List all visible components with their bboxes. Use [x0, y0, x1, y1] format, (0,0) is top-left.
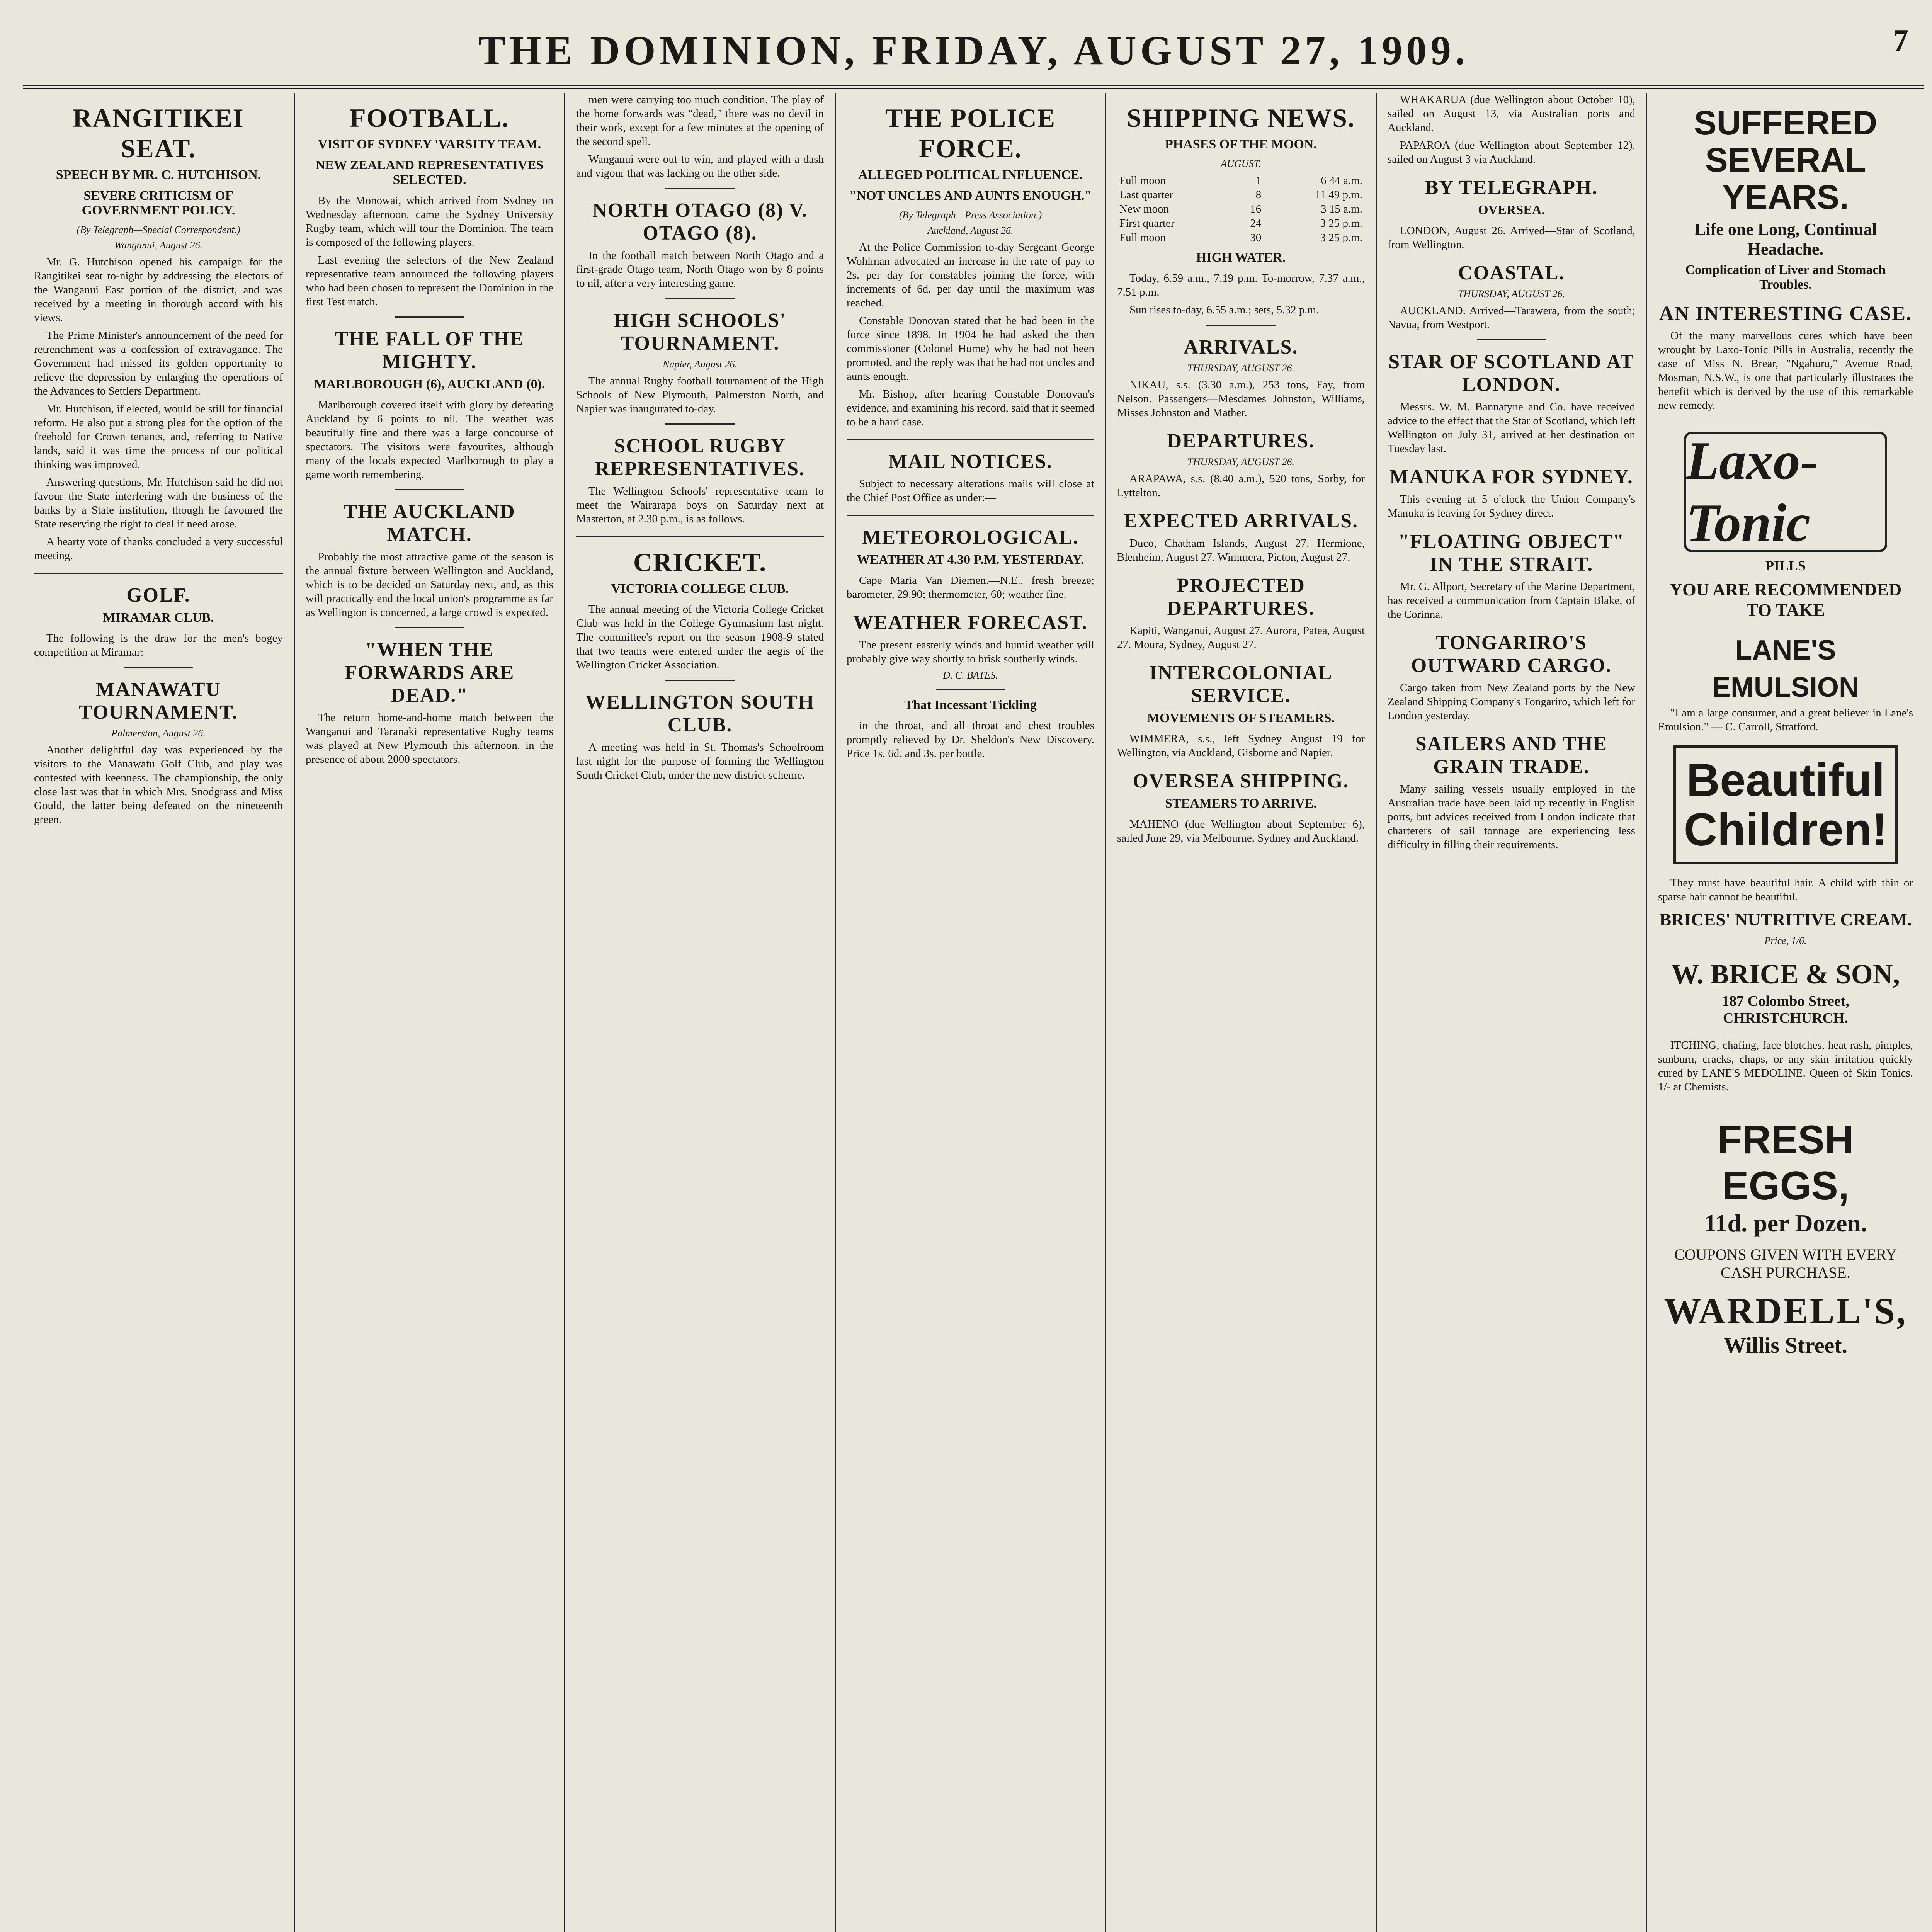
section-headline: WEATHER FORECAST.	[853, 612, 1088, 634]
ad-text: COUPONS GIVEN WITH EVERY CASH PURCHASE.	[1674, 1246, 1897, 1281]
section-headline: "WHEN THE FORWARDS ARE DEAD."	[344, 639, 515, 706]
month-label: AUGUST.	[1221, 158, 1261, 169]
divider	[34, 573, 283, 574]
paragraph: Probably the most attractive game of the season is the annual fixture between Wellington and Auckland, which is to be decided on Saturday next, and, as this will practically end the local union's programme as far as Wellington is concerned, a large crowd is expected.	[306, 551, 553, 619]
section-subhead: WEATHER AT 4.30 P.M. YESTERDAY.	[857, 553, 1084, 567]
dateline: THURSDAY, AUGUST 26.	[1187, 362, 1294, 374]
paragraph: Marlborough covered itself with glory by defeating Auckland by 6 points to nil. The weather was beautifully fine and there was a large concourse of spectators. The visitors were favourites, although many of the locals expected Marlborough to play a game worth remembering.	[306, 399, 553, 481]
paragraph: A hearty vote of thanks concluded a very successful meeting.	[34, 536, 283, 562]
paragraph: Kapiti, Wanganui, August 27. Aurora, Patea, August 27. Moura, Sydney, August 27.	[1117, 624, 1365, 651]
paragraph: Answering questions, Mr. Hutchison said he did not favour the State interfering with the business of the banks by a State institution, though he favoured the State reserving the right to deal if need arose.	[34, 476, 283, 530]
column-3	[564, 93, 835, 1932]
table-row: Last quarter 8 11 49 p.m.	[1119, 189, 1362, 201]
ad-text: They must have beautiful hair. A child with thin or sparse hair cannot be beautiful.	[1658, 877, 1913, 903]
divider	[665, 298, 735, 299]
ad-address: Willis Street.	[1723, 1333, 1848, 1358]
paragraph: Duco, Chatham Islands, August 27. Hermione, Blenheim, August 27. Wimmera, Picton, August 27.	[1117, 537, 1365, 563]
dateline: Palmerston, August 26.	[111, 728, 206, 739]
section-subhead: OVERSEA.	[1478, 203, 1545, 217]
logo-subtext: PILLS	[1765, 558, 1806, 573]
article-subhead: NEW ZEALAND REPRESENTATIVES SELECTED.	[315, 158, 544, 187]
paragraph: The annual meeting of the Victoria College Cricket Club was held in the College Gymnasium last night. The committee's report on the season 1908-9 stated that two teams were entered under the aegis of the Wellington Cricket Association.	[576, 603, 824, 671]
ad-headline: SUFFERED SEVERAL YEARS.	[1694, 104, 1878, 216]
ad-headline: That Incessant Tickling	[904, 698, 1037, 712]
paragraph: The Prime Minister's announcement of the need for retrenchment was a confession of extravagance. The Government had missed its golden opportunity to relieve the depression by enlarging the operations of the Advances to Settlers Department.	[34, 329, 283, 397]
article-subhead: SPEECH BY MR. C. HUTCHISON.	[56, 168, 261, 182]
table-row: Full moon 30 3 25 p.m.	[1119, 231, 1362, 244]
section-headline: NORTH OTAGO (8) V. OTAGO (8).	[592, 199, 808, 244]
section-headline: COASTAL.	[1458, 262, 1565, 284]
article-subhead: ALLEGED POLITICAL INFLUENCE.	[858, 168, 1083, 182]
section-headline: ARRIVALS.	[1184, 336, 1298, 358]
table-row: First quarter 24 3 25 p.m.	[1119, 217, 1362, 230]
article-headline: RANGITIKEI SEAT.	[73, 103, 244, 163]
column-6	[1376, 93, 1646, 1932]
section-headline: WELLINGTON SOUTH CLUB.	[585, 691, 815, 736]
ad-firm: W. BRICE & SON,	[1671, 959, 1900, 990]
section-headline: DEPARTURES.	[1167, 430, 1315, 452]
ad-brand: LANE'S EMULSION	[1712, 635, 1859, 703]
section-headline: "FLOATING OBJECT" IN THE STRAIT.	[1398, 531, 1625, 575]
paragraph: The return home-and-home match between the Wanganui and Taranaki representative Rugby teams was played at New Plymouth this afternoon, in the presence of about 2000 spectators.	[306, 711, 553, 765]
section-headline: METEOROLOGICAL.	[862, 526, 1079, 548]
section-headline: SCHOOL RUGBY REPRESENTATIVES.	[595, 435, 805, 480]
divider	[665, 423, 735, 425]
section-headline: PROJECTED DEPARTURES.	[1167, 575, 1315, 619]
laxo-tonic-logo	[1684, 432, 1888, 552]
columns	[23, 93, 1924, 1932]
article-subhead: VISIT OF SYDNEY 'VARSITY TEAM.	[318, 137, 541, 151]
article-headline: FOOTBALL.	[350, 103, 509, 133]
table-row: New moon 16 3 15 a.m.	[1119, 203, 1362, 215]
paragraph: Subject to necessary alterations mails will close at the Chief Post Office as under:—	[847, 478, 1094, 504]
logo-text: Laxo-Tonic	[1686, 431, 1818, 553]
divider	[395, 627, 464, 628]
paragraph: AUCKLAND. Arrived—Tarawera, from the south; Navua, from Westport.	[1388, 304, 1635, 331]
section-subhead: MARLBOROUGH (6), AUCKLAND (0).	[314, 377, 545, 391]
column-4	[835, 93, 1105, 1932]
signature: D. C. BATES.	[943, 670, 998, 681]
divider	[1477, 339, 1546, 340]
article-headline: SHIPPING NEWS.	[1127, 103, 1355, 133]
divider	[665, 680, 735, 681]
section-headline: THE AUCKLAND MATCH.	[344, 501, 515, 546]
divider	[936, 689, 1005, 690]
paragraph: Constable Donovan stated that he had been in the force since 1898. In 1904 he had asked the then commissioner (Colonel Hume) why he had not been promoted, and the reply was that he had not uncles and aunts enough.	[847, 315, 1094, 383]
dateline: THURSDAY, AUGUST 26.	[1458, 288, 1565, 299]
masthead	[23, 15, 1924, 89]
paragraph: The Wellington Schools' representative team to meet the Wairarapa boys on Saturday next at Masterton, at 2.30 p.m., is as follows.	[576, 485, 824, 525]
paragraph: The following is the draw for the men's bogey competition at Miramar:—	[34, 632, 283, 658]
article-headline: THE POLICE FORCE.	[885, 103, 1056, 163]
ad-text: Of the many marvellous cures which have been wrought by Laxo-Tonic Pills in Australia, recently the case of Miss N. Brear, "Ngahuru," Avenue Road, Mosman, N.S.W., is one that particularly illustrates the benefit which is derived by the use of this remarkable new remedy.	[1658, 330, 1913, 412]
byline: (By Telegraph—Special Correspondent.)	[77, 224, 240, 235]
section-headline: CRICKET.	[633, 548, 767, 577]
section-headline: EXPECTED ARRIVALS.	[1123, 510, 1359, 532]
column-5	[1105, 93, 1376, 1932]
ad-headline: YOU ARE RECOMMENDED TO TAKE	[1669, 580, 1902, 620]
ad-brand: BRICES' NUTRITIVE CREAM.	[1659, 910, 1912, 929]
section-headline: INTERCOLONIAL SERVICE.	[1149, 662, 1333, 707]
ad-headline: AN INTERESTING CASE.	[1659, 303, 1912, 325]
section-headline: HIGH SCHOOLS' TOURNAMENT.	[614, 310, 786, 354]
section-headline: GOLF.	[126, 584, 190, 606]
paragraph: ARAPAWA, s.s. (8.40 a.m.), 520 tons, Sorby, for Lyttelton.	[1117, 473, 1365, 499]
paragraph: Cape Maria Van Diemen.—N.E., fresh breeze; barometer, 29.90; thermometer, 60; weather fine.	[847, 574, 1094, 600]
moon-phase-table	[1117, 173, 1365, 245]
byline: (By Telegraph—Press Association.)	[899, 209, 1042, 221]
paragraph: The annual Rugby football tournament of the High Schools of New Plymouth, Palmerston North, and Napier was inaugurated to-day.	[576, 375, 824, 415]
section-headline: TONGARIRO'S OUTWARD CARGO.	[1411, 632, 1612, 677]
table-row: Full moon 1 6 44 a.m.	[1119, 174, 1362, 187]
section-headline: BY TELEGRAPH.	[1425, 177, 1598, 199]
paragraph: Today, 6.59 a.m., 7.19 p.m. To-morrow, 7.37 a.m., 7.51 p.m.	[1117, 272, 1365, 298]
ad-subhead: Complication of Liver and Stomach Troubles.	[1685, 263, 1886, 292]
column-2	[294, 93, 564, 1932]
dateline: Auckland, August 26.	[927, 225, 1014, 236]
paragraph: Mr. G. Hutchison opened his campaign for the Rangitikei seat to-night by addressing the electors of the Wanganui East portion of the district, and was received by a meeting in thorough accord with his views.	[34, 256, 283, 324]
section-headline: THE FALL OF THE MIGHTY.	[335, 328, 524, 373]
ad-headline: FRESH EGGS,	[1717, 1117, 1854, 1208]
paragraph: Mr. Hutchison, if elected, would be still for financial reform. He also put a strong plea for the option of the freehold for Crown tenants, and, referring to Native lands, said it was time the process of our political thinking was improved.	[34, 403, 283, 471]
section-subhead: MOVEMENTS OF STEAMERS.	[1147, 711, 1335, 725]
ad-price: Price, 1/6.	[1764, 935, 1807, 946]
paragraph: in the throat, and all throat and chest troubles promptly relieved by Dr. Sheldon's New Discovery. Price 1s. 6d. and 3s. per bottle.	[847, 719, 1094, 760]
section-headline: MANUKA FOR SYDNEY.	[1389, 466, 1633, 488]
column-1	[23, 93, 294, 1932]
section-subhead: MIRAMAR CLUB.	[103, 611, 214, 625]
column-7-ads	[1646, 93, 1924, 1932]
paragraph: men were carrying too much condition. The play of the home forwards was "dead," there was no devil in their work, except for a few minutes at the opening of the second spell.	[576, 94, 824, 148]
paragraph: MAHENO (due Wellington about September 6), sailed June 29, via Melbourne, Sydney and Auckland.	[1117, 818, 1365, 844]
section-headline: MAIL NOTICES.	[888, 451, 1053, 473]
ad-price: 11d. per Dozen.	[1704, 1209, 1867, 1237]
section-subhead: VICTORIA COLLEGE CLUB.	[611, 582, 789, 596]
section-headline: SAILERS AND THE GRAIN TRADE.	[1415, 733, 1608, 778]
divider	[576, 536, 824, 537]
paragraph: By the Monowai, which arrived from Sydney on Wednesday afternoon, came the Sydney University Rugby team, which will tour the Dominion. The team is composed of the following players.	[306, 194, 553, 248]
paragraph: Mr. Bishop, after hearing Constable Donovan's evidence, and examining his record, said that it seemed to be a hard case.	[847, 388, 1095, 428]
paragraph: LONDON, August 26. Arrived—Star of Scotland, from Wellington.	[1388, 224, 1635, 251]
dateline: THURSDAY, AUGUST 26.	[1187, 456, 1294, 468]
divider	[847, 439, 1094, 440]
paragraph: Wanganui were out to win, and played with a dash and vigour that was lacking on the other side.	[576, 153, 824, 179]
ad-text: "I am a large consumer, and a great believer in Lane's Emulsion." — C. Carroll, Stratford.	[1658, 707, 1913, 733]
ad-headline: Beautiful Children!	[1684, 754, 1888, 855]
paragraph: Many sailing vessels usually employed in the Australian trade have been laid up recently in English ports, but advices received from London indicate that charterers of sail tonnage are experiencing less difficulty in filling their requirements.	[1388, 783, 1635, 851]
paragraph: A meeting was held in St. Thomas's Schoolroom last night for the purpose of forming the Wellington South Cricket Club, under the new district scheme.	[576, 741, 824, 781]
ad-text: ITCHING, chafing, face blotches, heat rash, pimples, sunburn, cracks, chaps, or any skin irritation quickly cured by LANE'S MEDOLINE. Queen of Skin Tonics. 1/- at Chemists.	[1658, 1039, 1913, 1093]
paragraph: NIKAU, s.s. (3.30 a.m.), 253 tons, Fay, from Nelson. Passengers—Mesdames Johnston, Williams, Misses Johnston and Mather.	[1117, 379, 1365, 419]
paragraph: The present easterly winds and humid weather will probably give way shortly to brisk southerly winds.	[847, 639, 1094, 665]
divider	[124, 667, 193, 668]
divider	[1206, 325, 1276, 326]
masthead-title: THE DOMINION, FRIDAY, AUGUST 27, 1909.	[478, 28, 1469, 73]
ad-address: 187 Colombo Street, CHRISTCHURCH.	[1722, 993, 1849, 1026]
section-headline: OVERSEA SHIPPING.	[1133, 770, 1349, 792]
article-subhead: "NOT UNCLES AND AUNTS ENOUGH."	[849, 189, 1092, 203]
paragraph: WHAKARUA (due Wellington about October 10), sailed on August 13, via Australian ports and Auckland.	[1388, 94, 1635, 134]
paragraph: PAPAROA (due Wellington about September 12), sailed on August 3 via Auckland.	[1388, 139, 1635, 165]
section-subhead: PHASES OF THE MOON.	[1165, 137, 1317, 151]
paragraph: Cargo taken from New Zealand ports by the New Zealand Shipping Company's Tongariro, which left for London yesterday.	[1388, 682, 1635, 722]
paragraph: Messrs. W. M. Bannatyne and Co. have received advice to the effect that the Star of Scotland, which left Wellington on July 31, arrived at her destination on Tuesday last.	[1388, 401, 1635, 455]
paragraph: Another delightful day was experienced by the visitors to the Manawatu Golf Club, and play was contested with keenness. The championship, the only close last was that in which Mrs. Snodgrass and Miss Gould, the latter being defeated on the nineteenth green.	[34, 744, 283, 826]
divider	[395, 316, 464, 318]
dateline: Napier, August 26.	[662, 359, 738, 370]
dateline: Wanganui, August 26.	[114, 240, 203, 251]
section-subhead: STEAMERS TO ARRIVE.	[1165, 796, 1317, 811]
ad-subhead: Life one Long, Continual Headache.	[1694, 220, 1877, 259]
paragraph: At the Police Commission to-day Sergeant George Wohlman advocated an increase in the rate of pay to 2s. per day for constables joining the force, with increments of 6d. per day until the maximum was reached.	[847, 241, 1094, 309]
article-subhead: SEVERE CRITICISM OF GOVERNMENT POLICY.	[82, 189, 235, 218]
paragraph: WIMMERA, s.s., left Sydney August 19 for Wellington, via Auckland, Gisborne and Napier.	[1117, 733, 1365, 759]
divider	[847, 515, 1094, 516]
paragraph: Last evening the selectors of the New Zealand representative team announced the following players who had been chosen to represent the Dominion in the first Test match.	[306, 254, 553, 308]
ad-firm: WARDELL'S,	[1664, 1290, 1907, 1332]
paragraph: Mr. G. Allport, Secretary of the Marine Department, has received a communication from Captain Blake, of the Corinna.	[1388, 580, 1635, 621]
paragraph: In the football match between North Otago and a first-grade Otago team, North Otago won by 8 points to nil, after a very interesting game.	[576, 249, 824, 289]
paragraph: This evening at 5 o'clock the Union Company's Manuka is leaving for Sydney direct.	[1388, 493, 1635, 519]
section-headline: MANAWATU TOURNAMENT.	[79, 679, 238, 723]
divider	[395, 489, 464, 490]
beautiful-children-ad	[1673, 745, 1898, 864]
section-headline: STAR OF SCOTLAND AT LONDON.	[1388, 351, 1634, 396]
page-number: 7	[1893, 24, 1908, 58]
section-subhead: HIGH WATER.	[1196, 250, 1286, 265]
paragraph: Sun rises to-day, 6.55 a.m.; sets, 5.32 p.m.	[1129, 304, 1319, 316]
divider	[665, 188, 735, 189]
